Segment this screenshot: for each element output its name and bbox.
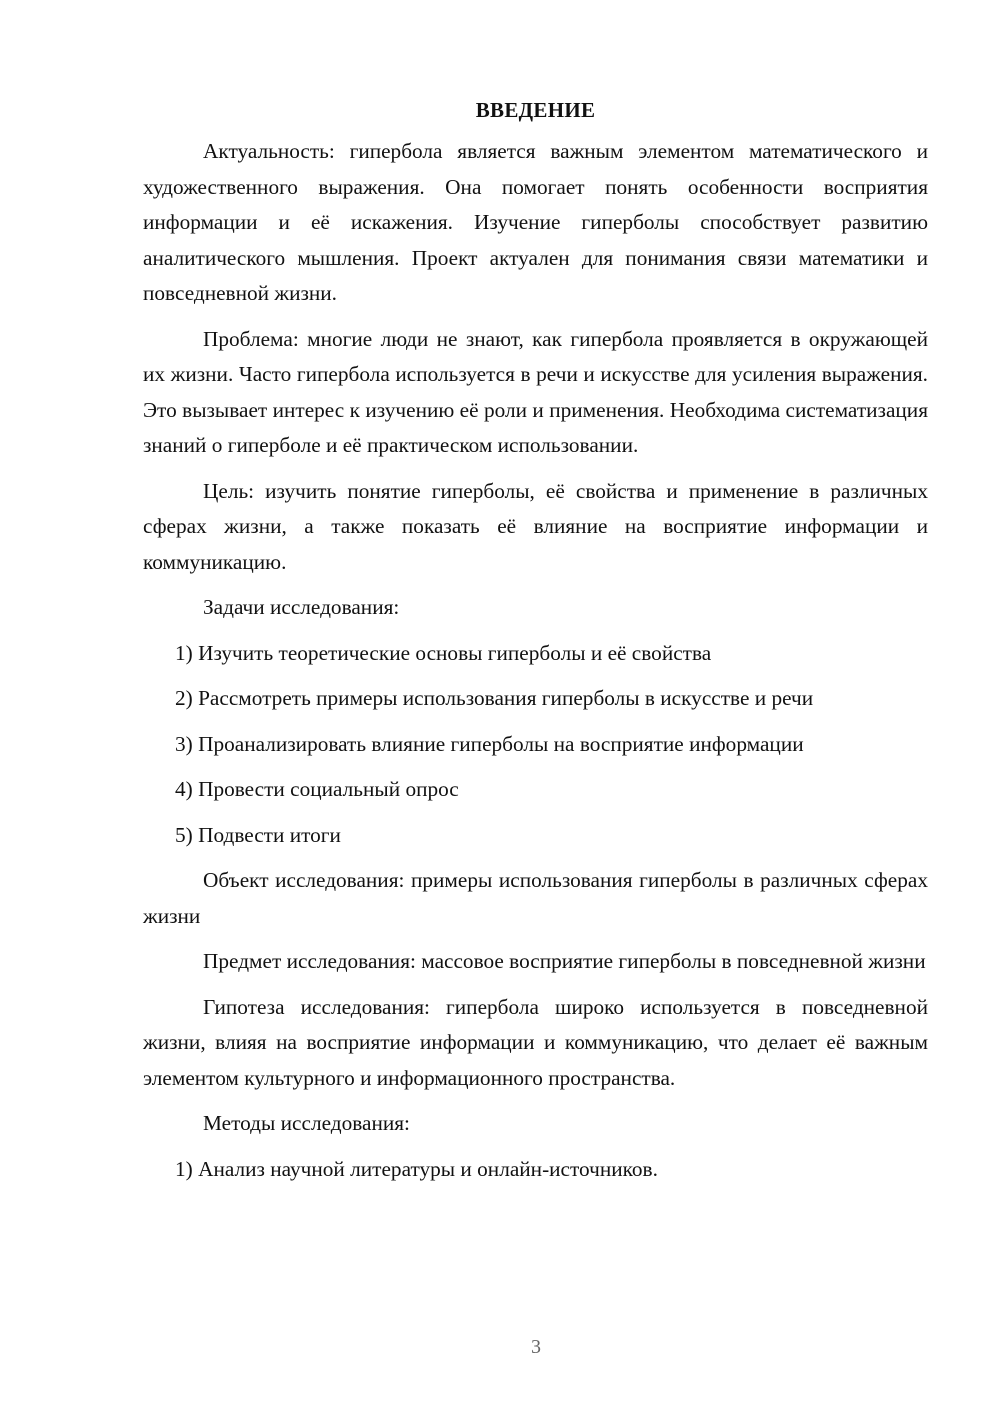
- relevance-paragraph: Актуальность: гипербола является важным элементом математического и художественного выражения. Она помогает понять особенности восприятия информации и её искажения. Изучение гиперболы способствует развитию аналитического мышления. Проект актуален для понимания связи математики и повседневной жизни.: [143, 139, 928, 305]
- object-paragraph: Объект исследования: примеры использования гиперболы в различных сферах жизни: [143, 868, 928, 928]
- methods-list: [143, 1152, 928, 1188]
- method-item-1: 1) Анализ научной литературы и онлайн-источников.: [175, 1156, 658, 1181]
- section-title: ВВЕДЕНИЕ: [475, 98, 596, 122]
- task-item-4: 4) Провести социальный опрос: [175, 777, 459, 801]
- task-item-2: 2) Рассмотреть примеры использования гиперболы в искусстве и речи: [175, 686, 814, 710]
- methods-label: Методы исследования:: [203, 1111, 410, 1135]
- subject-paragraph: Предмет исследования: массовое восприятие гиперболы в повседневной жизни: [203, 949, 926, 973]
- task-item-3: 3) Проанализировать влияние гиперболы на восприятие информации: [175, 731, 804, 756]
- tasks-list: [143, 636, 928, 854]
- task-item-5: 5) Подвести итоги: [175, 822, 341, 847]
- goal-paragraph: Цель: изучить понятие гиперболы, её свойства и применение в различных сферах жизни, а также показать её влияние на восприятие информации и коммуникацию.: [143, 478, 928, 574]
- task-item-1: 1) Изучить теоретические основы гиперболы и её свойства: [175, 640, 712, 665]
- document-page: [143, 92, 928, 1197]
- hypothesis-paragraph: Гипотеза исследования: гипербола широко используется в повседневной жизни, влияя на восприятие информации и коммуникацию, что делает её важным элементом культурного и информационного пространства.: [143, 994, 928, 1090]
- tasks-label: Задачи исследования:: [203, 595, 400, 619]
- problem-paragraph: Проблема: многие люди не знают, как гипербола проявляется в окружающей их жизни. Часто гипербола используется в речи и искусстве для усиления выражения. Это вызывает интерес к изучению её роли и применения. Необходима систематизация знаний о гиперболе и её практическом использовании.: [143, 326, 928, 457]
- page-number: 3: [531, 1336, 541, 1358]
